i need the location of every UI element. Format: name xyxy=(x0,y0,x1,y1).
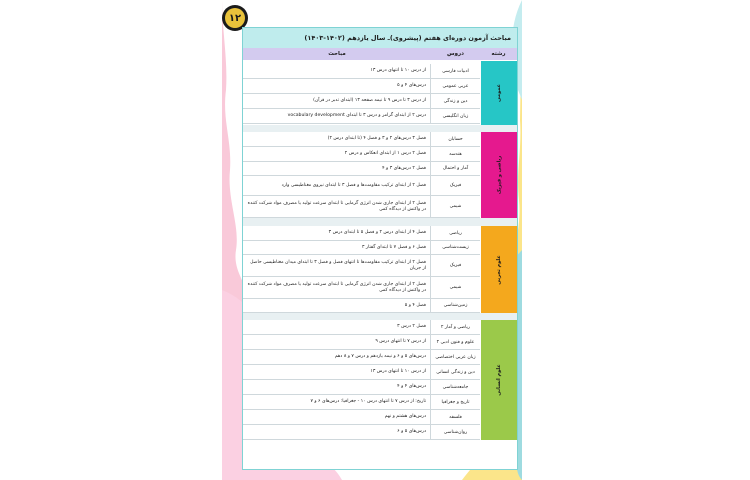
header-course: دروس xyxy=(447,51,464,57)
table-footer-space xyxy=(243,440,517,469)
topic-cell: درس‌های ۴ و ۵ xyxy=(243,79,431,93)
course-cell: دین و زندگی انسانی xyxy=(436,369,475,375)
table-row xyxy=(243,109,480,124)
topic-cell: فصل ۲ از ابتدای جاری شدن انرژی گرمایی تا ابتدای سرعت تولید یا مصرف مواد شرکت کننده در واکنش از دیدگاه کمی xyxy=(243,196,431,217)
topic-cell: فصل ۲ از ابتدای ترکیب مقاومت‌ها تا انتهای فصل و فصل ۳ تا ابتدای میدان مغناطیسی حاصل از جریان xyxy=(243,255,431,276)
course-cell: دین و زندگی xyxy=(443,98,468,104)
table-row xyxy=(243,241,480,255)
topic-cell: فصل ۲ از ابتدای جاری شدن انرژی گرمایی تا ابتدای سرعت تولید یا مصرف مواد شرکت کننده در واکنش از دیدگاه کمی xyxy=(243,277,431,298)
course-cell: فلسفه xyxy=(449,414,462,420)
table-row xyxy=(243,365,480,380)
table-row xyxy=(243,196,480,218)
topic-cell: از درس ۱۰ تا انتهای درس ۱۳ xyxy=(243,365,431,379)
topic-cell: فصل ۲ درس‌های ۳ و ۴ xyxy=(243,162,431,175)
table-row xyxy=(243,255,480,277)
course-cell: شیمی xyxy=(449,285,462,290)
page-number: ۱۲ xyxy=(225,8,245,28)
field-band-math xyxy=(481,132,517,218)
course-cell: روان‌شناسی xyxy=(443,429,468,435)
course-cell: زبان عربی اختصاصی xyxy=(435,354,476,360)
group-divider xyxy=(243,313,517,320)
course-cell: ادبیات فارسی xyxy=(442,68,469,74)
field-label: ریاضی و فیزیک xyxy=(496,155,503,195)
course-cell: ریاضی و آمار ۲ xyxy=(440,324,471,330)
course-cell: آمار و احتمال xyxy=(442,166,469,171)
topic-cell: فصل ۶ و فصل ۷ تا ابتدای گفتار ۳ xyxy=(243,241,431,254)
table-header xyxy=(243,48,517,60)
header-field: رشته xyxy=(491,51,506,57)
field-label: علوم تجربی xyxy=(496,254,502,285)
topic-cell: از درس ۱۰ تا انتهای درس ۱۳ xyxy=(243,64,431,78)
table-row xyxy=(243,410,480,425)
topic-cell: درس‌های ۵ و ۶ و نیمه یازدهم و درس ۷ و ۸ دهم xyxy=(243,350,431,364)
topic-cell: فصل ۴ از ابتدای درس ۲ و فصل ۵ تا ابتدای درس ۳ xyxy=(243,226,431,240)
course-cell: علوم و فنون ادبی ۲ xyxy=(436,339,475,345)
header-topics: مباحث xyxy=(328,51,346,57)
table-row xyxy=(243,425,480,440)
field-band-humanities xyxy=(481,320,517,440)
course-cell: شیمی xyxy=(449,204,462,209)
table-row xyxy=(243,299,480,313)
topic-cell: از درس ۳ تا درس ۹ تا نیمه صفحه ۱۳ (ابتدای تدبر در قرآن) xyxy=(243,94,431,108)
topic-cell: فصل ۲ درس ۱ از ابتدای انعکاس و درس ۲ xyxy=(243,147,431,161)
course-cell: فیزیک xyxy=(449,183,462,188)
topic-cell: درس‌های هشتم و نهم xyxy=(243,410,431,424)
course-cell: زمین‌شناسی xyxy=(443,303,468,308)
topic-cell: از درس ۷ تا انتهای درس ۹ xyxy=(243,335,431,349)
course-cell: فیزیک xyxy=(449,263,462,268)
topic-cell: درس ۲ از ابتدای گرامر و درس ۳ تا ابتدای vocabulary development xyxy=(243,109,431,123)
table-row xyxy=(243,79,480,94)
table-row xyxy=(243,176,480,196)
table-row xyxy=(243,64,480,79)
course-cell: ریاضی xyxy=(449,230,462,236)
field-band-science xyxy=(481,226,517,313)
topic-cell: تاریخ: از درس ۷ تا انتهای درس ۱۰ - جغرافیا: درس‌های ۶ و ۷ xyxy=(243,395,431,409)
table-row xyxy=(243,320,480,335)
group-divider xyxy=(243,125,517,132)
topic-cell: درس‌های ۵ و ۶ xyxy=(243,425,431,439)
table-row xyxy=(243,147,480,162)
topic-cell: فصل ۳ درس‌های ۲ و ۳ و فصل ۴ (تا ابتدای درس ۲) xyxy=(243,132,431,146)
topic-cell: فصل ۴ و ۵ xyxy=(243,299,431,312)
page-title: مباحث آزمون دوره‌ای هفتم (پیشروی)ـ سال یازدهم (۱۴۰۲-۱۴۰۳) xyxy=(243,28,517,48)
topic-cell: درس‌های ۴ و ۴ xyxy=(243,380,431,394)
table-row xyxy=(243,335,480,350)
course-cell: تاریخ و جغرافیا xyxy=(441,399,470,405)
course-cell: جامعه‌شناسی xyxy=(442,384,469,390)
course-cell: زبان انگلیسی xyxy=(442,113,469,119)
table-row xyxy=(243,395,480,410)
topic-cell: فصل ۲ درس ۳ xyxy=(243,320,431,334)
table-row xyxy=(243,277,480,299)
field-band-common xyxy=(481,61,517,125)
schedule-table xyxy=(242,27,518,470)
course-cell: عربی عمومی xyxy=(442,83,469,89)
topic-cell: فصل ۲ از ابتدای ترکیب مقاومت‌ها و فصل ۳ تا ابتدای نیروی مغناطیسی وارد xyxy=(243,176,431,195)
table-row xyxy=(243,162,480,176)
course-cell: حسابان xyxy=(448,136,463,142)
group-divider xyxy=(243,218,517,226)
field-label: عمومی xyxy=(496,83,502,103)
table-row xyxy=(243,226,480,241)
table-row xyxy=(243,350,480,365)
course-cell: هندسه xyxy=(449,151,462,157)
table-row xyxy=(243,380,480,395)
table-row xyxy=(243,94,480,109)
field-label: علوم انسانی xyxy=(496,364,502,396)
course-cell: زیست‌شناسی xyxy=(442,245,469,250)
table-row xyxy=(243,132,480,147)
